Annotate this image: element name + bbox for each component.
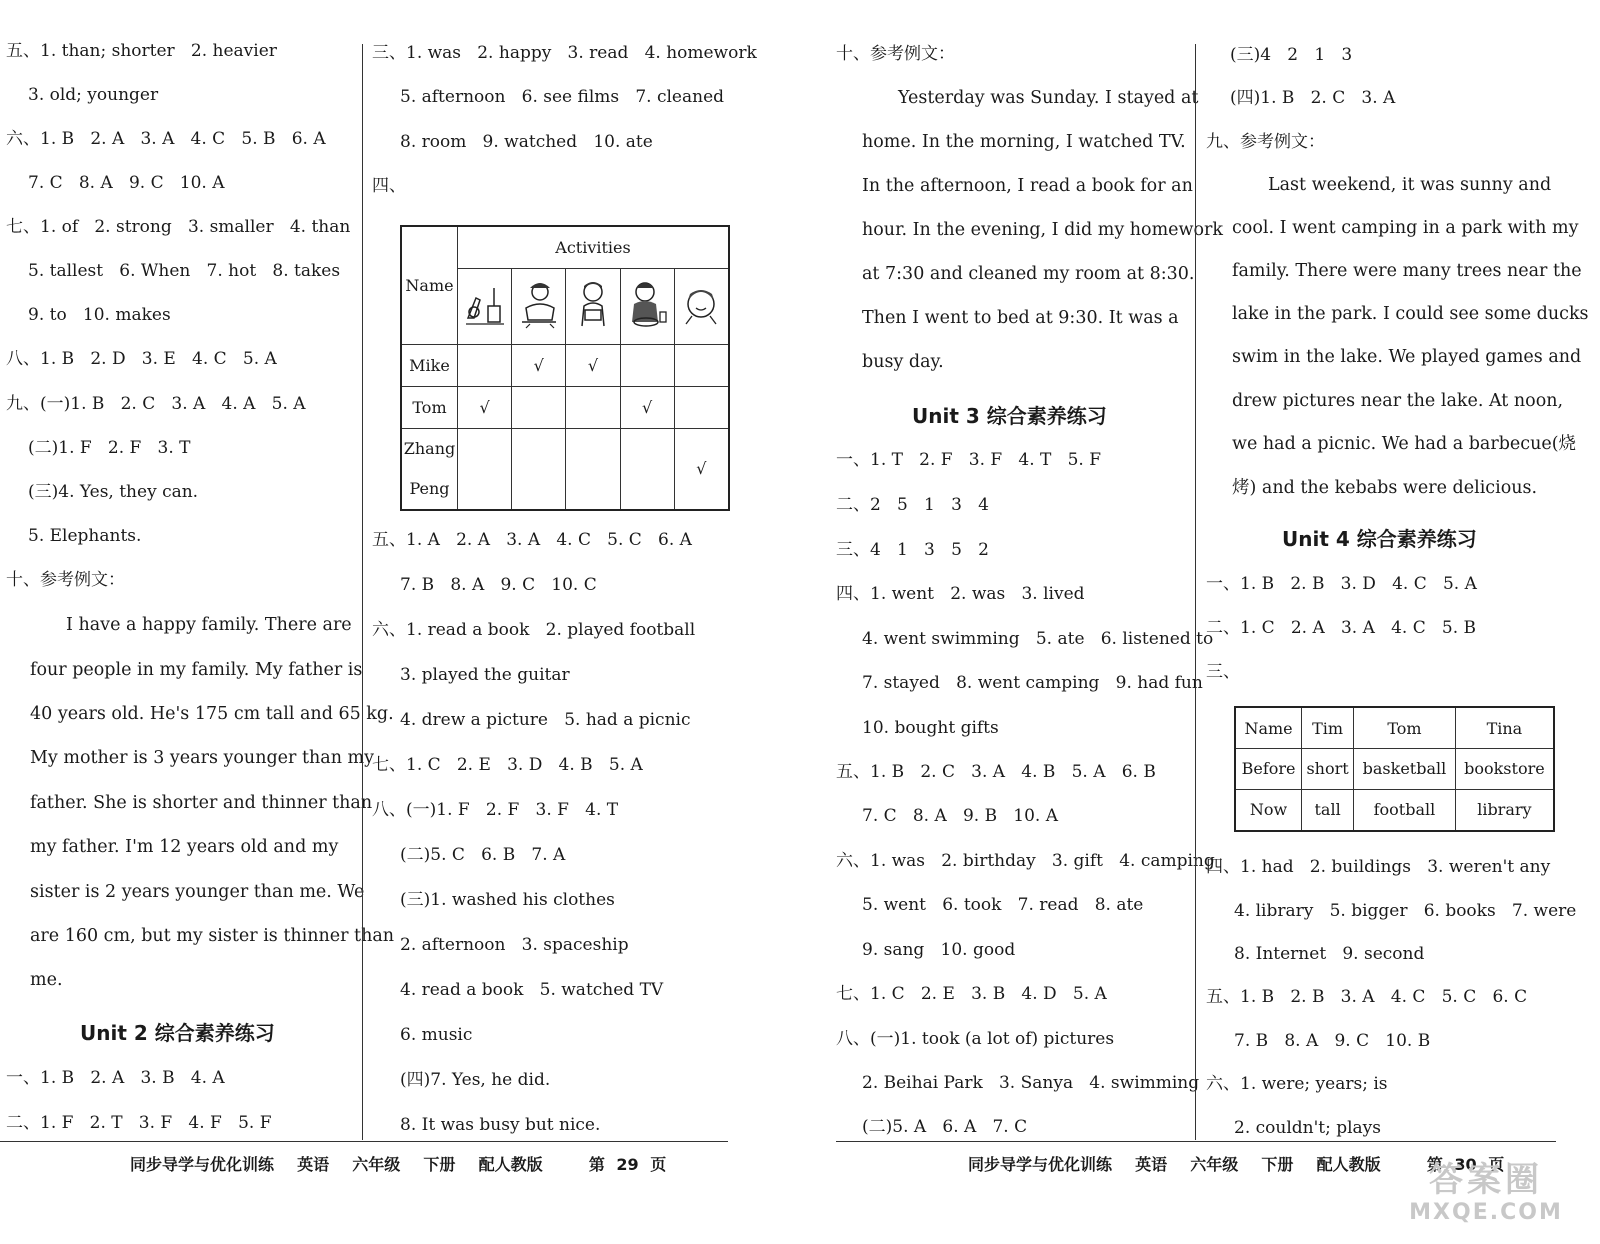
watermark	[1396, 1160, 1576, 1226]
text-line: 二、1. C 2. A 3. A 4. C 5. B	[1206, 618, 1477, 638]
table-cell: basketball	[1354, 749, 1456, 790]
text-line: 8. Internet 9. second	[1234, 944, 1425, 964]
right-footer: 同步导学与优化训练 英语 六年级 下册 配人教版 第 30 页	[968, 1155, 1505, 1174]
essay-line: Last weekend, it was sunny and	[1268, 175, 1552, 195]
text-line: 5. afternoon 6. see films 7. cleaned	[400, 87, 725, 107]
row-name: Mike	[401, 344, 458, 386]
text-line: 二、2 5 1 3 4	[836, 495, 989, 515]
essay-line: Then I went to bed at 9:30. It was a	[862, 308, 1179, 328]
text-line: 十、参考例文：	[836, 44, 955, 64]
text-line: 7. C 8. A 9. C 10. A	[28, 173, 225, 193]
table-cell: Name	[1235, 707, 1302, 749]
text-line: 4. went swimming 5. ate 6. listened to	[862, 629, 1214, 649]
table-cell: library	[1455, 789, 1554, 831]
column-divider	[362, 44, 363, 1140]
text-line: 四、	[372, 176, 406, 196]
text-line: (四)1. B 2. C 3. A	[1230, 88, 1396, 108]
footer-rule	[0, 1141, 728, 1142]
essay-line: lake in the park. I could see some ducks	[1232, 304, 1589, 324]
text-line: 七、1. of 2. strong 3. smaller 4. than	[6, 217, 351, 237]
row-name: Tom	[401, 386, 458, 428]
table-cell: Now	[1235, 789, 1302, 831]
essay-line: are 160 cm, but my sister is thinner than	[30, 926, 395, 946]
text-line: 五、1. than; shorter 2. heavier	[6, 41, 277, 61]
text-line: 5. went 6. took 7. read 8. ate	[862, 895, 1144, 915]
table-cell: Tim	[1302, 707, 1354, 749]
activity-icon-cooking	[458, 268, 512, 344]
text-line: 七、1. C 2. E 3. B 4. D 5. A	[836, 984, 1107, 1004]
essay-line: busy day.	[862, 352, 944, 372]
essay-line: family. There were many trees near the	[1232, 261, 1582, 281]
text-line: 八、1. B 2. D 3. E 4. C 5. A	[6, 349, 277, 369]
text-line: (四)7. Yes, he did.	[400, 1070, 551, 1090]
name-header: Name	[401, 226, 458, 344]
activity-icon-eating-boy	[620, 268, 674, 344]
table-cell: football	[1354, 789, 1456, 831]
check-cell	[512, 386, 566, 428]
check-cell: √	[512, 344, 566, 386]
text-line: 2. afternoon 3. spaceship	[400, 935, 629, 955]
activities-table	[400, 225, 730, 511]
essay-line: we had a picnic. We had a barbecue(烧	[1232, 434, 1577, 454]
essay-line: my father. I'm 12 years old and my	[30, 837, 339, 857]
watermark-title: 答案圈	[1429, 1160, 1543, 1200]
text-line: 一、1. B 2. B 3. D 4. C 5. A	[1206, 574, 1477, 594]
table-cell: tall	[1302, 789, 1354, 831]
text-line: 9. to 10. makes	[28, 305, 171, 325]
unit3-heading: Unit 3 综合素养练习	[912, 404, 1107, 428]
text-line: 九、参考例文：	[1206, 132, 1325, 152]
check-cell	[458, 344, 512, 386]
watermark-url: MXQE.COM	[1409, 1200, 1563, 1225]
essay-line: cool. I went camping in a park with my	[1232, 218, 1579, 238]
text-line: 8. room 9. watched 10. ate	[400, 132, 653, 152]
text-line: 三、1. was 2. happy 3. read 4. homework	[372, 43, 757, 63]
book-boy-icon	[570, 278, 616, 330]
text-line: (二)5. C 6. B 7. A	[400, 845, 566, 865]
text-line: (三)4. Yes, they can.	[28, 482, 199, 502]
essay-line: father. She is shorter and thinner than	[30, 793, 373, 813]
text-line: 6. music	[400, 1025, 473, 1045]
reading-girl-icon	[516, 278, 562, 330]
check-cell	[512, 428, 566, 510]
essay-line: at 7:30 and cleaned my room at 8:30.	[862, 264, 1195, 284]
check-cell	[674, 344, 729, 386]
text-line: 7. B 8. A 9. C 10. C	[400, 575, 597, 595]
essay-line: drew pictures near the lake. At noon,	[1232, 391, 1564, 411]
text-line: 五、1. B 2. B 3. A 4. C 5. C 6. C	[1206, 987, 1528, 1007]
activities-header: Activities	[458, 226, 730, 268]
text-line: (二)1. F 2. F 3. T	[28, 438, 191, 458]
text-line: 八、(一)1. took (a lot of) pictures	[836, 1029, 1115, 1049]
text-line: 六、1. B 2. A 3. A 4. C 5. B 6. A	[6, 129, 326, 149]
text-line: 四、1. went 2. was 3. lived	[836, 584, 1085, 604]
essay-line: swim in the lake. We played games and	[1232, 347, 1582, 367]
left-footer: 同步导学与优化训练 英语 六年级 下册 配人教版 第 29 页	[130, 1155, 667, 1174]
row-name: Zhang Peng	[401, 428, 458, 510]
text-line: 4. drew a picture 5. had a picnic	[400, 710, 691, 730]
check-cell	[674, 386, 729, 428]
essay-line: 40 years old. He's 175 cm tall and 65 kg.	[30, 704, 394, 724]
text-line: 十、参考例文：	[6, 570, 125, 590]
essay-line: My mother is 3 years younger than my	[30, 748, 375, 768]
text-line: 2. couldn't; plays	[1234, 1118, 1382, 1138]
text-line: 八、(一)1. F 2. F 3. F 4. T	[372, 800, 619, 820]
table-cell: short	[1302, 749, 1354, 790]
essay-line: hour. In the evening, I did my homework	[862, 220, 1224, 240]
text-line: 9. sang 10. good	[862, 940, 1016, 960]
essay-line: In the afternoon, I read a book for an	[862, 176, 1193, 196]
table-cell: Tina	[1455, 707, 1554, 749]
essay-line: home. In the morning, I watched TV.	[862, 132, 1186, 152]
text-line: 3. played the guitar	[400, 665, 570, 685]
cooking-icon	[462, 278, 508, 330]
girl-face-icon	[678, 278, 724, 330]
text-line: 九、(一)1. B 2. C 3. A 4. A 5. A	[6, 394, 306, 414]
text-line: 六、1. was 2. birthday 3. gift 4. camping	[836, 851, 1215, 871]
essay-line: I have a happy family. There are	[66, 615, 352, 635]
activity-icon-reading-girl	[512, 268, 566, 344]
text-line: 三、4 1 3 5 2	[836, 540, 989, 560]
text-line: 五、1. A 2. A 3. A 4. C 5. C 6. A	[372, 530, 692, 550]
activity-icon-book-boy	[566, 268, 620, 344]
table-cell: bookstore	[1455, 749, 1554, 790]
footer-rule	[836, 1141, 1556, 1142]
essay-line: sister is 2 years younger than me. We	[30, 882, 365, 902]
text-line: 七、1. C 2. E 3. D 4. B 5. A	[372, 755, 643, 775]
text-line: 5. tallest 6. When 7. hot 8. takes	[28, 261, 341, 281]
text-line: 7. C 8. A 9. B 10. A	[862, 806, 1058, 826]
text-line: 5. Elephants.	[28, 526, 142, 546]
text-line: 一、1. T 2. F 3. F 4. T 5. F	[836, 450, 1102, 470]
text-line: 2. Beihai Park 3. Sanya 4. swimming	[862, 1073, 1200, 1093]
essay-line: 烤) and the kebabs were delicious.	[1232, 478, 1538, 498]
essay-line: me.	[30, 970, 63, 990]
text-line: 二、1. F 2. T 3. F 4. F 5. F	[6, 1113, 272, 1133]
check-cell	[620, 344, 674, 386]
check-cell	[620, 428, 674, 510]
eating-boy-icon	[624, 278, 670, 330]
check-cell: √	[566, 344, 620, 386]
before-now-table	[1234, 706, 1555, 832]
check-cell	[566, 386, 620, 428]
text-line: 4. library 5. bigger 6. books 7. were	[1234, 901, 1577, 921]
unit2-heading: Unit 2 综合素养练习	[80, 1021, 275, 1045]
check-cell	[458, 428, 512, 510]
column-divider	[1195, 44, 1196, 1140]
text-line: 3. old; younger	[28, 85, 159, 105]
table-cell: Before	[1235, 749, 1302, 790]
unit4-heading: Unit 4 综合素养练习	[1282, 527, 1477, 551]
essay-line: Yesterday was Sunday. I stayed at	[898, 88, 1199, 108]
text-line: 三、	[1206, 662, 1240, 682]
check-cell	[566, 428, 620, 510]
check-cell: √	[674, 428, 729, 510]
text-line: 4. read a book 5. watched TV	[400, 980, 664, 1000]
text-line: 五、1. B 2. C 3. A 4. B 5. A 6. B	[836, 762, 1156, 782]
check-cell: √	[620, 386, 674, 428]
check-cell: √	[458, 386, 512, 428]
text-line: 六、1. were; years; is	[1206, 1074, 1388, 1094]
text-line: 六、1. read a book 2. played football	[372, 620, 696, 640]
essay-line: four people in my family. My father is	[30, 660, 363, 680]
text-line: 10. bought gifts	[862, 718, 999, 738]
text-line: 四、1. had 2. buildings 3. weren't any	[1206, 857, 1551, 877]
table-cell: Tom	[1354, 707, 1456, 749]
text-line: 7. stayed 8. went camping 9. had fun	[862, 673, 1203, 693]
text-line: 8. It was busy but nice.	[400, 1115, 601, 1135]
text-line: 一、1. B 2. A 3. B 4. A	[6, 1068, 225, 1088]
text-line: 7. B 8. A 9. C 10. B	[1234, 1031, 1431, 1051]
text-line: (二)5. A 6. A 7. C	[862, 1117, 1028, 1137]
text-line: (三)4 2 1 3	[1230, 45, 1353, 65]
activity-icon-girl-face	[674, 268, 729, 344]
text-line: (三)1. washed his clothes	[400, 890, 615, 910]
